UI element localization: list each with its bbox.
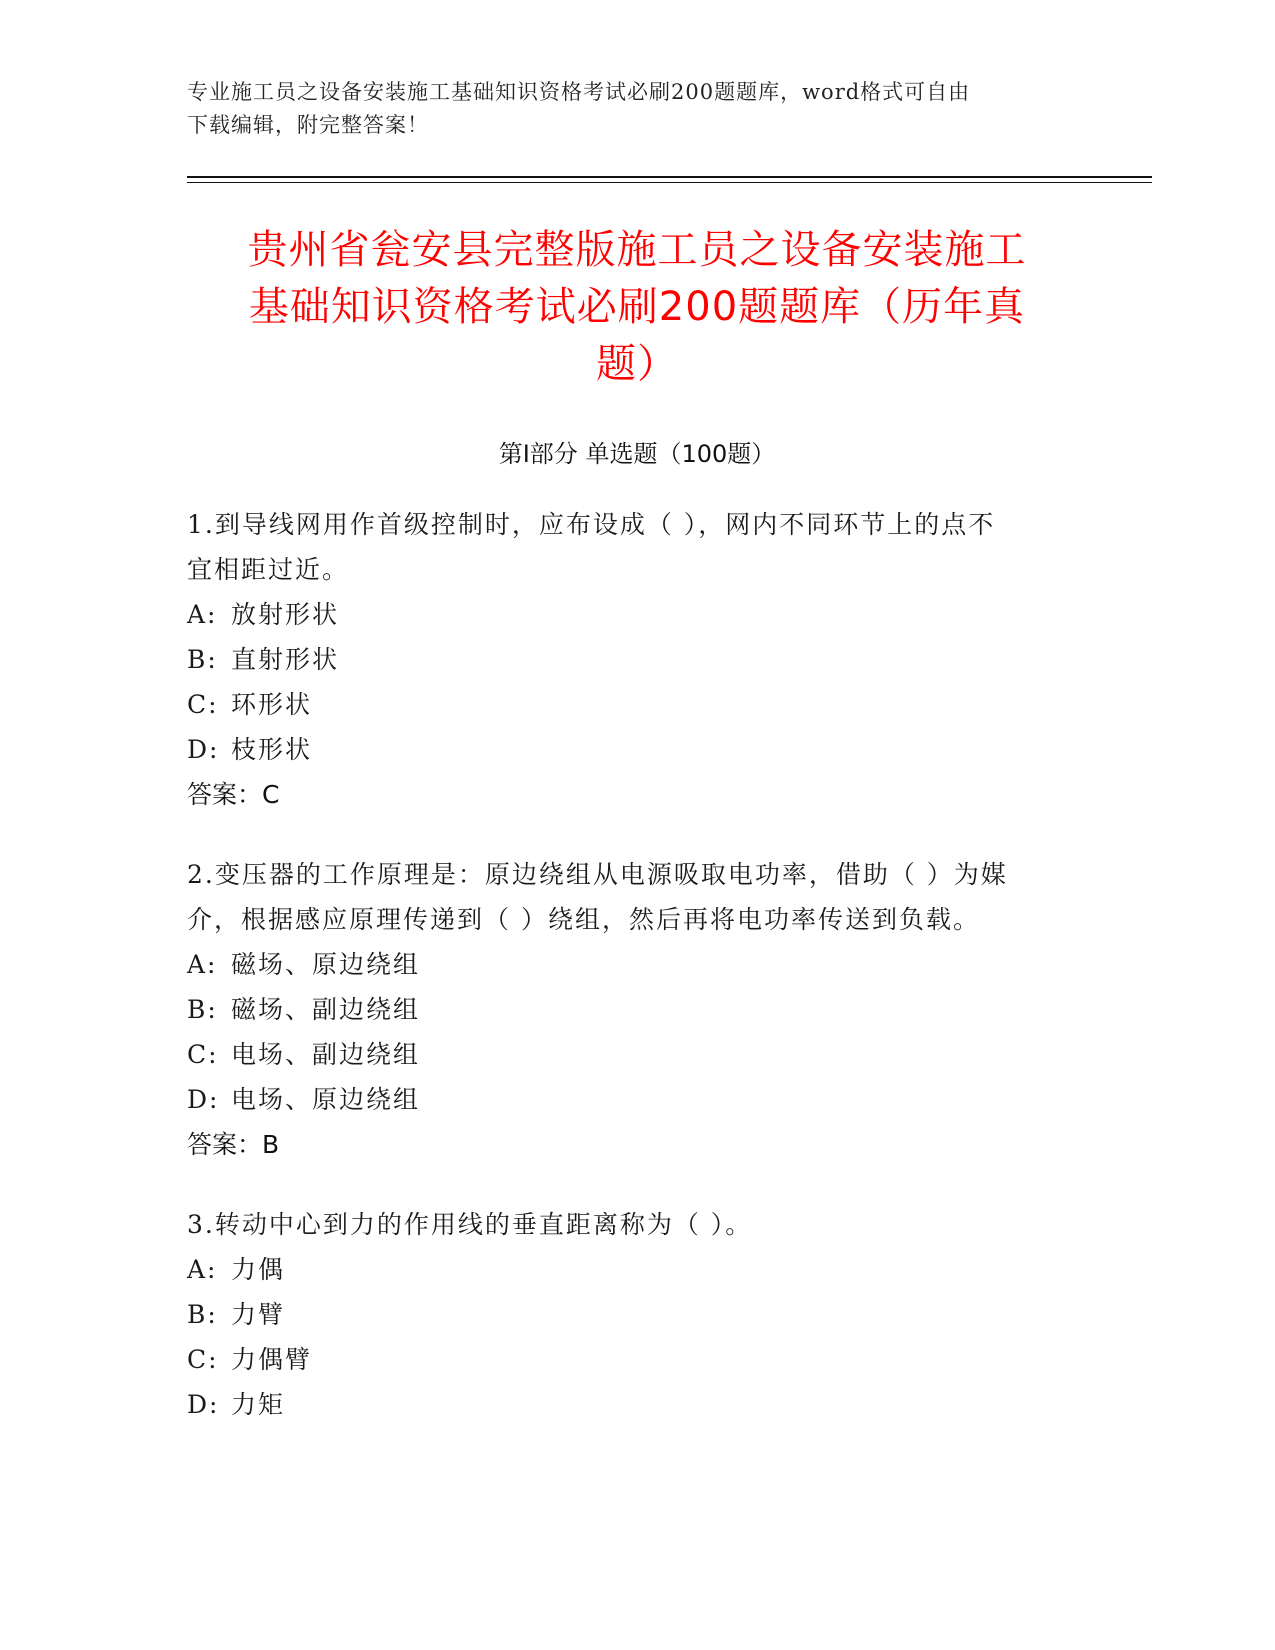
section-title: 第Ⅰ部分 单选题（100题） xyxy=(498,440,776,468)
document-title-line-2: 基础知识资格考试必刷200题题库（历年真 xyxy=(248,284,1026,330)
option-text: 电场、原边绕组 xyxy=(231,1085,421,1114)
option-b xyxy=(187,987,1077,1032)
question-stem xyxy=(187,1202,1077,1247)
option-a xyxy=(187,1247,1077,1292)
option-text: 环形状 xyxy=(231,690,313,719)
option-c xyxy=(187,1032,1077,1077)
option-letter: C: xyxy=(187,690,219,719)
option-letter: D: xyxy=(187,1390,220,1419)
option-letter: B: xyxy=(187,645,218,674)
question-2 xyxy=(187,852,1077,1167)
document-title-line-1: 贵州省瓮安县完整版施工员之设备安装施工 xyxy=(247,227,1027,273)
header-note-line-2: 下载编辑，附完整答案！ xyxy=(187,113,429,137)
answer: 答案：B xyxy=(187,1130,280,1159)
document-title xyxy=(187,222,1087,393)
question-1 xyxy=(187,502,1077,817)
option-d xyxy=(187,1382,1077,1427)
answer: 答案：C xyxy=(187,780,280,809)
option-letter: D: xyxy=(187,735,220,764)
question-stem-line-1: 2.变压器的工作原理是：原边绕组从电源吸取电功率，借助（ ）为媒 xyxy=(187,860,1008,889)
option-letter: C: xyxy=(187,1040,219,1069)
option-letter: D: xyxy=(187,1085,220,1114)
option-b xyxy=(187,637,1077,682)
header-note xyxy=(187,76,1067,142)
option-letter: C: xyxy=(187,1345,219,1374)
header-note-line-1: 专业施工员之设备安装施工基础知识资格考试必刷200题题库，word格式可自由 xyxy=(187,80,971,104)
header-divider-thick xyxy=(187,176,1152,178)
option-d xyxy=(187,727,1077,772)
option-b xyxy=(187,1292,1077,1337)
option-letter: A: xyxy=(187,600,218,629)
option-c xyxy=(187,1337,1077,1382)
question-stem-line-1: 1.到导线网用作首级控制时，应布设成（ ），网内不同环节上的点不 xyxy=(187,510,996,539)
option-c xyxy=(187,682,1077,727)
option-letter: A: xyxy=(187,1255,218,1284)
option-letter: B: xyxy=(187,995,218,1024)
option-text: 力偶 xyxy=(231,1255,286,1284)
header-divider-thin xyxy=(187,182,1152,183)
question-stem-line-1: 3.转动中心到力的作用线的垂直距离称为（ ）。 xyxy=(187,1210,753,1239)
option-text: 力矩 xyxy=(231,1390,286,1419)
option-text: 直射形状 xyxy=(231,645,340,674)
question-stem-line-2: 介，根据感应原理传递到（ ）绕组，然后再将电功率传送到负载。 xyxy=(187,905,980,934)
option-text: 磁场、副边绕组 xyxy=(231,995,421,1024)
option-text: 力偶臂 xyxy=(231,1345,313,1374)
document-title-line-3: 题） xyxy=(596,341,678,387)
option-d xyxy=(187,1077,1077,1122)
option-text: 力臂 xyxy=(231,1300,286,1329)
question-stem xyxy=(187,502,1077,592)
question-stem xyxy=(187,852,1077,942)
question-3 xyxy=(187,1202,1077,1427)
option-a xyxy=(187,942,1077,987)
option-text: 枝形状 xyxy=(231,735,313,764)
option-text: 放射形状 xyxy=(231,600,340,629)
option-text: 电场、副边绕组 xyxy=(231,1040,421,1069)
option-a xyxy=(187,592,1077,637)
option-letter: B: xyxy=(187,1300,218,1329)
option-text: 磁场、原边绕组 xyxy=(231,950,421,979)
option-letter: A: xyxy=(187,950,218,979)
question-stem-line-2: 宜相距过近。 xyxy=(187,555,350,584)
